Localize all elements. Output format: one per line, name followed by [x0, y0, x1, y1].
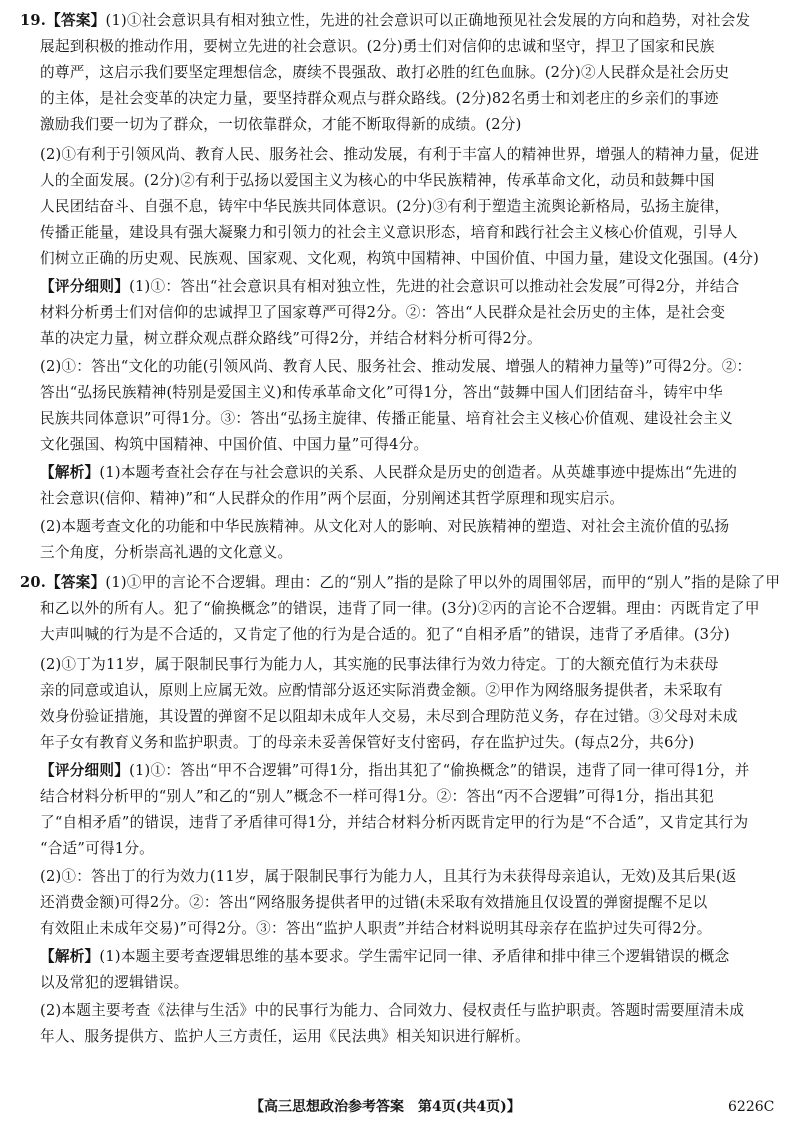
q19-answer-line-10: 们树立正确的历史观、民族观、国家观、文化观，构筑中国精神、中国价值、中国力量，建设文化强国。(4分)	[40, 250, 760, 267]
q19-analysis-tag: 【解析】	[40, 464, 100, 481]
q19-detail-line-3: 革的决定力量，树立群众观点群众路线”可得2分，并结合材料分析可得2分。	[40, 330, 542, 347]
q20-answer-line-2: 和乙以外的所有人。犯了“偷换概念”的错误，违背了同一律。(3分)②丙的言论不合逻辑。理由：丙既肯定了甲	[40, 600, 760, 617]
q19-detail-line-2: 材料分析勇士们对信仰的忠诚捍卫了国家尊严可得2分。②：答出“人民群众是社会历史的主体，是社会变	[40, 304, 726, 321]
q19-number: 19.	[20, 12, 47, 29]
q19-detail-text: (1)①：答出“社会意识具有相对独立性，先进的社会意识可以推动社会发展”可得2分，并结合	[129, 278, 740, 295]
q19-answer-text: (1)①社会意识具有相对独立性，先进的社会意识可以正确地预见社会发展的方向和趋势，对社会发	[105, 12, 751, 29]
q19-answer-line-3: 的尊严，这启示我们要坚定理想信念，赓续不畏强敌、敢打必胜的红色血脉。(2分)②人民群众是社会历史	[40, 64, 730, 81]
q20-detail-line-7: 有效阻止未成年交易)”可得2分。③：答出“监护人职责”并结合材料说明其母亲存在监护过失可得2分。	[40, 920, 712, 937]
q19-answer-line-7: 人的全面发展。(2分)②有利于弘扬以爱国主义为核心的中华民族精神，传承革命文化，动员和鼓舞中国	[40, 172, 715, 189]
q19-answer-line-1	[20, 10, 750, 32]
q19-answer-line-4: 的主体，是社会变革的决定力量，要坚持群众观点与群众路线。(2分)82名勇士和刘老庄的乡亲们的事迹	[40, 90, 719, 107]
q20-detail-line-5: (2)①：答出丁的行为效力(11岁，属于限制民事行为能力人，且其行为未获得母亲追认，无效)及其后果(返	[40, 868, 737, 885]
q19-detail-line-1	[40, 276, 740, 298]
q20-analysis-line-4: 年人、服务提供方、监护人三方责任，运用《民法典》相关知识进行解析。	[40, 1028, 530, 1045]
q20-analysis-line-3: (2)本题主要考查《法律与生活》中的民事行为能力、合同效力、侵权责任与监护职责。答题时需要厘清未成	[40, 1002, 745, 1019]
q19-detail-line-6: 民族共同体意识”可得1分。③：答出“弘扬主旋律、传播正能量、培育社会主义核心价值观、建设社会主义	[40, 410, 733, 427]
q19-answer-line-2: 展起到积极的推动作用，要树立先进的社会意识。(2分)勇士们对信仰的忠诚和坚守，捍卫了国家和民族	[40, 38, 715, 55]
footer-title: 【高三思想政治参考答案 第4页(共4页)】	[250, 1099, 521, 1115]
q20-detail-line-6: 还消费金额)可得2分。②：答出“网络服务提供者甲的过错(未采取有效措施且仅设置的弹窗提醒不足以	[40, 894, 708, 911]
q20-answer-line-5: 亲的同意或追认，原则上应属无效。应酌情部分返还实际消费金额。②甲作为网络服务提供者，未采取有	[40, 682, 723, 699]
q20-detail-line-2: 结合材料分析甲的“别人”和乙的“别人”概念不一样可得1分。②：答出“丙不合逻辑”可得1分，指出其犯	[40, 788, 714, 805]
q20-analysis-line-1	[40, 946, 729, 968]
q20-detail-tag: 【评分细则】	[40, 762, 130, 779]
q20-detail-line-4: “合适”可得1分。	[40, 840, 155, 857]
q20-answer-line-4: (2)①丁为11岁，属于限制民事行为能力人，其实施的民事法律行为效力待定。丁的大额充值行为未获母	[40, 656, 719, 673]
q19-analysis-line-1	[40, 462, 737, 484]
q20-detail-line-1	[40, 760, 750, 782]
q19-answer-line-8: 人民团结奋斗、自强不息，铸牢中华民族共同体意识。(2分)③有利于塑造主流舆论新格局，弘扬主旋律，	[40, 198, 730, 215]
q20-analysis-tag: 【解析】	[40, 948, 100, 965]
q20-analysis-line-2: 以及常犯的逻辑错误。	[40, 974, 189, 991]
q19-detail-line-7: 文化强国、构筑中国精神、中国价值、中国力量”可得4分。	[40, 436, 429, 453]
q20-answer-line-3: 大声叫喊的行为是不合适的，又肯定了他的行为是合适的。犯了“自相矛盾”的错误，违背了矛盾律。(3分)	[40, 626, 730, 643]
q19-detail-line-5: 答出“弘扬民族精神(特别是爱国主义)和传承革命文化”可得1分，答出“鼓舞中国人们团结奋斗，铸牢中华	[40, 384, 723, 401]
q19-analysis-line-4: 三个角度，分析崇高礼遇的文化意义。	[40, 544, 293, 561]
q19-detail-tag: 【评分细则】	[40, 278, 130, 295]
footer-code: 6226C	[728, 1099, 775, 1115]
q19-analysis-text: (1)本题考查社会存在与社会意识的关系、人民群众是历史的创造者。从英雄事迹中提炼出“先进的	[99, 464, 738, 481]
q19-answer-line-5: 激励我们要一切为了群众，一切依靠群众，才能不断取得新的成绩。(2分)	[40, 116, 522, 133]
q19-answer-tag: 【答案】	[46, 12, 106, 29]
q19-answer-line-9: 传播正能量，建设具有强大凝聚力和引领力的社会主义意识形态，培育和践行社会主义核心价值观，引导人	[40, 224, 738, 241]
q19-answer-line-6: (2)①有利于引领风尚、教育人民、服务社会、推动发展，有利于丰富人的精神世界，增强人的精神力量，促进	[40, 146, 760, 163]
q20-answer-text: (1)①甲的言论不合逻辑。理由：乙的“别人”指的是除了甲以外的周围邻居，而甲的“别人”指的是除了甲	[105, 574, 781, 591]
q20-analysis-text: (1)本题主要考查逻辑思维的基本要求。学生需牢记同一律、矛盾律和排中律三个逻辑错误的概念	[99, 948, 730, 965]
q20-number: 20.	[20, 574, 47, 591]
q19-detail-line-4: (2)①：答出“文化的功能(引领风尚、教育人民、服务社会、推动发展、增强人的精神力量等)”可得2分。②：	[40, 358, 752, 375]
q20-answer-line-6: 效身份验证措施，其设置的弹窗不足以阻却未成年人交易，未尽到合理防范义务，存在过错。③父母对未成	[40, 708, 738, 725]
q20-answer-tag: 【答案】	[46, 574, 106, 591]
q19-analysis-line-2: 社会意识(信仰、精神)”和“人民群众的作用”两个层面，分别阐述其哲学原理和现实启示。	[40, 490, 625, 507]
q20-detail-line-3: 了“自相矛盾”的错误，违背了矛盾律可得1分，并结合材料分析丙既肯定甲的行为是“不合适”，又肯定其行为	[40, 814, 749, 831]
q20-detail-text: (1)①：答出“甲不合逻辑”可得1分，指出其犯了“偷换概念”的错误，违背了同一律可得1分，并	[129, 762, 750, 779]
q20-answer-line-7: 年子女有教育义务和监护职责。丁的母亲未妥善保管好支付密码，存在监护过失。(每点2分，共6分)	[40, 734, 695, 751]
q20-answer-line-1	[20, 572, 780, 594]
q19-analysis-line-3: (2)本题考查文化的功能和中华民族精神。从文化对人的影响、对民族精神的塑造、对社会主流价值的弘扬	[40, 518, 730, 535]
